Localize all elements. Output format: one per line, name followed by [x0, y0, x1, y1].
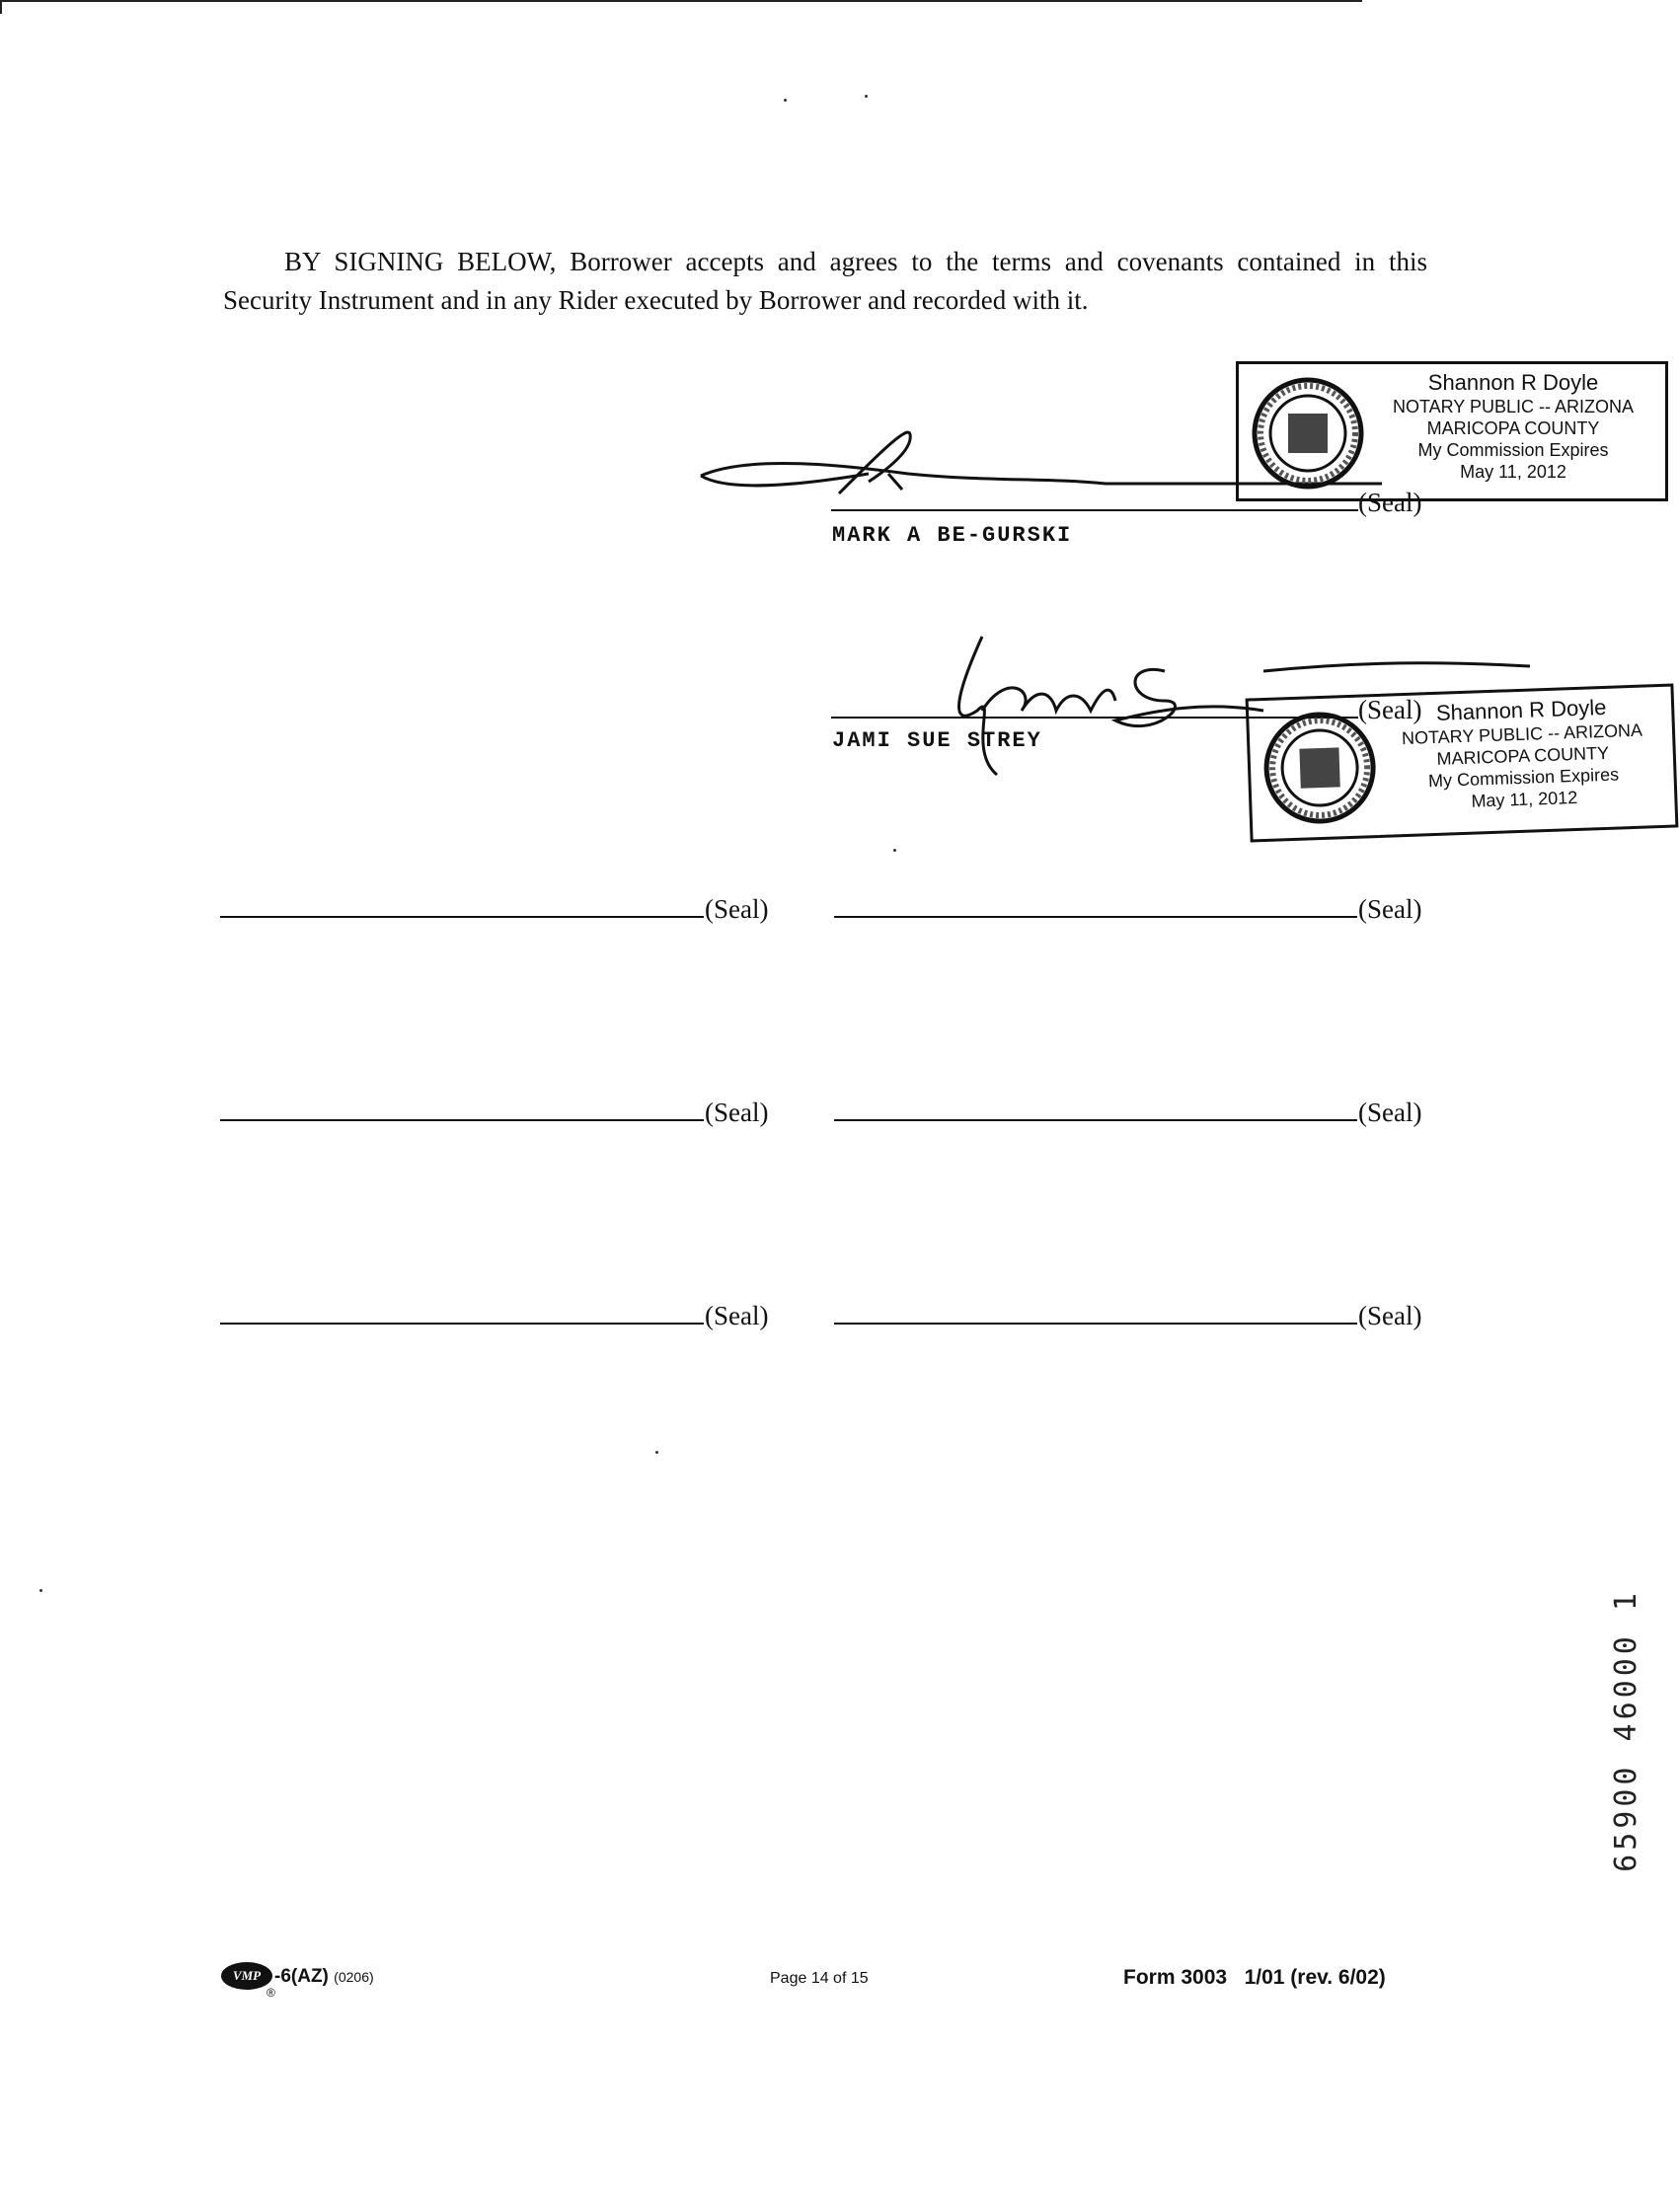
blank-signature-line	[834, 1119, 1357, 1121]
seal-label: (Seal)	[705, 894, 769, 924]
notary-stamp-2	[1246, 683, 1679, 842]
notary-commission: My Commission Expires	[1417, 440, 1609, 460]
intro-lead: BY SIGNING BELOW,	[284, 247, 557, 276]
notary-county: MARICOPA COUNTY	[1426, 418, 1600, 438]
intro-line-1-text: Borrower accepts and agrees to the terms and covenants contained in this	[570, 247, 1428, 276]
seal-label: (Seal)	[1358, 1301, 1422, 1330]
blank-signature-line	[220, 1119, 704, 1121]
notary-name: Shannon R Doyle	[1427, 370, 1599, 395]
scan-speck	[865, 95, 868, 98]
notary-expires: May 11, 2012	[1460, 462, 1566, 482]
blank-signature-line	[220, 916, 704, 918]
notary-commission: My Commission Expires	[1427, 764, 1620, 792]
arizona-seal-icon	[1249, 374, 1367, 492]
notary-stamp-2-text	[1377, 693, 1669, 815]
scan-edge-tick	[0, 0, 2, 14]
scan-speck	[39, 1589, 42, 1592]
notary-expires: May 11, 2012	[1471, 787, 1578, 811]
form-code-text: -6(AZ)	[274, 1966, 329, 1987]
scan-speck	[893, 849, 896, 852]
scan-edge	[0, 0, 1362, 2]
seal-label: (Seal)	[705, 1098, 769, 1127]
seal-label: (Seal)	[1358, 894, 1422, 924]
notary-county: MARICOPA COUNTY	[1436, 742, 1610, 769]
arizona-seal-icon	[1259, 707, 1381, 829]
blank-signature-line	[834, 1323, 1357, 1325]
form-id	[1123, 1966, 1386, 1990]
scan-speck	[784, 99, 787, 102]
page-number: Page 14 of 15	[770, 1970, 869, 1987]
blank-signature-line	[834, 916, 1357, 918]
blank-signature-line	[220, 1323, 704, 1325]
form-version: (0206)	[334, 1969, 374, 1985]
intro-line-1	[223, 243, 1427, 281]
notary-name: Shannon R Doyle	[1435, 694, 1607, 725]
signer-name-2: JAMI SUE STREY	[832, 728, 1042, 753]
scan-speck	[655, 1451, 658, 1454]
intro-line-2: Security Instrument and in any Rider executed by Borrower and recorded with it.	[223, 285, 1089, 315]
seal-label-1: (Seal)	[1358, 488, 1422, 517]
registered-mark: ®	[267, 1986, 275, 2000]
document-number: 65900 46000 1	[1609, 1589, 1643, 1872]
notary-title: NOTARY PUBLIC -- ARIZONA	[1401, 720, 1643, 749]
signer-name-1: MARK A BE-GURSKI	[832, 523, 1073, 548]
signature-line-1	[831, 509, 1358, 511]
intro-paragraph	[223, 243, 1427, 320]
notary-title: NOTARY PUBLIC -- ARIZONA	[1392, 397, 1635, 417]
form-date: 1/01 (rev. 6/02)	[1244, 1966, 1386, 1989]
vmp-logo: VMP	[221, 1962, 272, 1990]
notary-stamp-1-text	[1367, 370, 1659, 483]
notary-stamp-1	[1236, 361, 1668, 501]
seal-label: (Seal)	[705, 1301, 769, 1330]
form-id-text: Form 3003	[1123, 1966, 1228, 1989]
form-code	[274, 1966, 374, 1988]
seal-label-2: (Seal)	[1358, 695, 1422, 724]
seal-label: (Seal)	[1358, 1098, 1422, 1127]
